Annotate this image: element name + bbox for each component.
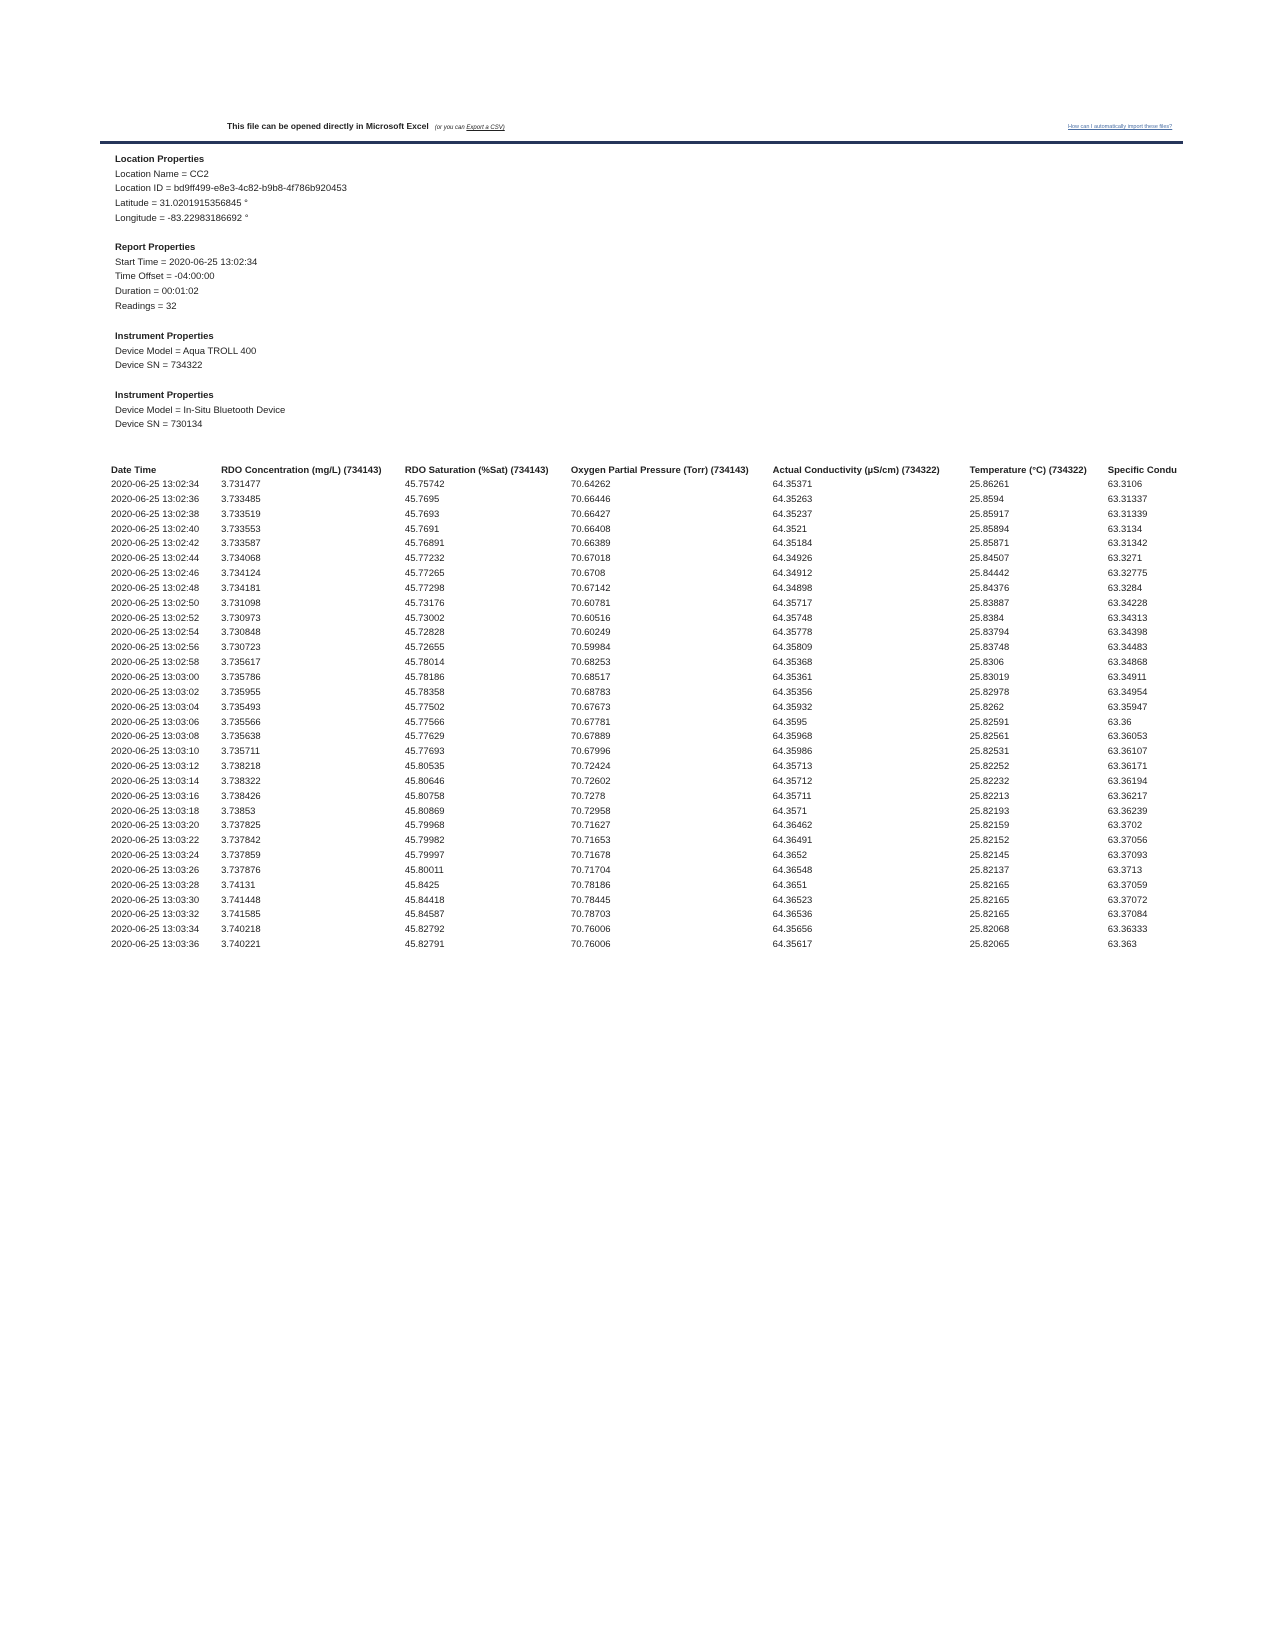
- table-cell: 70.6708: [570, 568, 606, 580]
- table-cell: 25.8384: [969, 612, 1004, 624]
- table-cell: 2020-06-25 13:03:22: [111, 835, 200, 847]
- table-cell: 2020-06-25 13:02:38: [111, 508, 200, 520]
- column-header: Actual Conductivity (µS/cm) (734322): [772, 465, 940, 476]
- table-cell: 70.66408: [570, 523, 611, 535]
- location-properties: [115, 153, 347, 227]
- table-cell: 3.734068: [221, 553, 261, 565]
- table-cell: 25.82068: [969, 924, 1010, 936]
- table-cell: 3.734181: [221, 582, 261, 594]
- table-cell: 63.37056: [1107, 835, 1148, 847]
- table-cell: 45.80011: [404, 864, 444, 876]
- section-heading: Instrument Properties: [115, 390, 214, 401]
- property-line: Location ID = bd9ff499-e8e3-4c82-b9b8-4f786b920453: [115, 183, 347, 195]
- table-cell: 25.82165: [969, 879, 1010, 891]
- table-cell: 64.35617: [772, 939, 813, 951]
- table-cell: 45.77298: [404, 582, 445, 594]
- table-cell: 63.3702: [1107, 820, 1143, 832]
- table-cell: 25.83887: [969, 597, 1010, 609]
- table-cell: 45.7695: [404, 493, 440, 505]
- table-cell: 2020-06-25 13:03:08: [111, 731, 200, 743]
- table-cell: 63.3271: [1107, 553, 1143, 565]
- table-cell: 63.363: [1107, 939, 1137, 951]
- table-cell: 63.34313: [1107, 612, 1148, 624]
- table-cell: 2020-06-25 13:02:36: [111, 493, 200, 505]
- table-cell: 2020-06-25 13:02:50: [111, 597, 200, 609]
- table-cell: 64.36536: [772, 909, 813, 921]
- table-cell: 3.738426: [221, 790, 261, 802]
- table-cell: 64.35778: [772, 627, 813, 639]
- table-cell: 63.35947: [1107, 701, 1148, 713]
- table-cell: 70.71653: [570, 835, 611, 847]
- table-cell: 64.36462: [772, 820, 813, 832]
- table-cell: 25.82591: [969, 716, 1010, 728]
- table-cell: 70.67673: [570, 701, 611, 713]
- table-cell: 64.35809: [772, 642, 813, 654]
- table-cell: 3.733519: [221, 508, 261, 520]
- table-cell: 2020-06-25 13:03:28: [111, 879, 200, 891]
- table-cell: 2020-06-25 13:03:20: [111, 820, 200, 832]
- table-cell: 64.35263: [772, 493, 813, 505]
- table-cell: 70.66427: [570, 508, 611, 520]
- table-cell: 70.59984: [570, 642, 611, 654]
- table-cell: 45.77265: [404, 568, 445, 580]
- table-cell: 2020-06-25 13:03:32: [111, 909, 200, 921]
- table-row: [109, 819, 1183, 834]
- table-cell: 25.8306: [969, 657, 1004, 669]
- table-cell: 2020-06-25 13:03:10: [111, 746, 200, 758]
- table-cell: 70.60249: [570, 627, 611, 639]
- table-cell: 63.31339: [1107, 508, 1148, 520]
- table-cell: 3.74131: [221, 879, 256, 891]
- table-cell: 70.72602: [570, 775, 611, 787]
- table-cell: 63.36171: [1107, 761, 1148, 773]
- table-body: [109, 478, 1183, 953]
- table-cell: 63.3713: [1107, 864, 1143, 876]
- table-cell: 70.72958: [570, 805, 611, 817]
- table-cell: 70.66389: [570, 538, 611, 550]
- table-cell: 63.36333: [1107, 924, 1148, 936]
- table-cell: 2020-06-25 13:03:06: [111, 716, 200, 728]
- table-cell: 70.60781: [570, 597, 611, 609]
- table-cell: 2020-06-25 13:03:00: [111, 671, 200, 683]
- table-cell: 25.82978: [969, 686, 1010, 698]
- property-line: Device Model = Aqua TROLL 400: [115, 345, 257, 357]
- table-cell: 25.85894: [969, 523, 1010, 535]
- table-cell: 70.67781: [570, 716, 611, 728]
- table-cell: 25.82165: [969, 894, 1010, 906]
- table-cell: 3.730848: [221, 627, 261, 639]
- table-cell: 25.82193: [969, 805, 1010, 817]
- table-cell: 45.78358: [404, 686, 445, 698]
- table-cell: 64.35712: [772, 775, 813, 787]
- table-cell: 63.36194: [1107, 775, 1148, 787]
- property-line: Time Offset = -04:00:00: [115, 271, 215, 283]
- table-cell: 63.34228: [1107, 597, 1148, 609]
- table-cell: 70.76006: [570, 939, 611, 951]
- column-header: Date Time: [111, 465, 157, 476]
- table-cell: 3.735617: [221, 657, 261, 669]
- table-cell: 70.60516: [570, 612, 611, 624]
- table-row: [109, 686, 1183, 701]
- table-cell: 63.34483: [1107, 642, 1148, 654]
- table-cell: 2020-06-25 13:02:44: [111, 553, 200, 565]
- instrument-properties-2: [115, 389, 285, 433]
- table-cell: 45.72828: [404, 627, 445, 639]
- table-cell: 64.35932: [772, 701, 813, 713]
- table-cell: 64.3521: [772, 523, 808, 535]
- export-hint: (or you can Export a CSV): [434, 125, 505, 131]
- table-cell: 2020-06-25 13:03:26: [111, 864, 200, 876]
- section-heading: Instrument Properties: [115, 331, 214, 342]
- import-help-link[interactable]: How can I automatically import these files?: [1068, 124, 1173, 130]
- table-cell: 3.731098: [221, 597, 261, 609]
- table-cell: 63.32775: [1107, 568, 1148, 580]
- table-cell: 25.82252: [969, 761, 1010, 773]
- table-cell: 63.3134: [1107, 523, 1143, 535]
- table-cell: 2020-06-25 13:03:24: [111, 850, 200, 862]
- table-cell: 25.82152: [969, 835, 1010, 847]
- table-cell: 45.84587: [404, 909, 445, 921]
- table-row: [109, 567, 1183, 582]
- table-cell: 63.37084: [1107, 909, 1148, 921]
- table-row: [109, 701, 1183, 716]
- table-cell: 64.35237: [772, 508, 813, 520]
- table-cell: 3.737825: [221, 820, 261, 832]
- table-cell: 63.37059: [1107, 879, 1148, 891]
- table-cell: 45.72655: [404, 642, 445, 654]
- table-cell: 3.737842: [221, 835, 261, 847]
- readings-table: [109, 463, 1183, 953]
- header-rule: [100, 141, 1183, 144]
- table-row: [109, 626, 1183, 641]
- table-cell: 3.733553: [221, 523, 261, 535]
- table-cell: 63.34911: [1107, 671, 1147, 683]
- property-line: Longitude = -83.22983186692 °: [115, 212, 249, 224]
- table-cell: 70.67996: [570, 746, 611, 758]
- property-line: Location Name = CC2: [115, 168, 209, 180]
- excel-notice: [227, 121, 505, 131]
- table-row: [109, 523, 1183, 538]
- table-cell: 25.8594: [969, 493, 1004, 505]
- table-cell: 63.37093: [1107, 850, 1148, 862]
- table-cell: 2020-06-25 13:03:04: [111, 701, 200, 713]
- table-cell: 70.67018: [570, 553, 611, 565]
- table-cell: 70.76006: [570, 924, 611, 936]
- export-csv-link[interactable]: Export a CSV): [466, 125, 505, 131]
- table-cell: 25.83794: [969, 627, 1010, 639]
- table-cell: 45.77232: [404, 553, 445, 565]
- table-cell: 63.36239: [1107, 805, 1148, 817]
- table-cell: 45.78186: [404, 671, 445, 683]
- table-cell: 25.82165: [969, 909, 1010, 921]
- table-cell: 25.82145: [969, 850, 1010, 862]
- table-cell: 64.34898: [772, 582, 813, 594]
- table-cell: 70.71678: [570, 850, 611, 862]
- table-row: [109, 671, 1183, 686]
- table-cell: 63.3106: [1107, 479, 1143, 490]
- table-cell: 2020-06-25 13:02:46: [111, 568, 200, 580]
- table-cell: 25.84507: [969, 553, 1010, 565]
- table-cell: 45.77502: [404, 701, 445, 713]
- table-cell: 3.737859: [221, 850, 261, 862]
- table-cell: 64.36491: [772, 835, 813, 847]
- table-cell: 2020-06-25 13:02:58: [111, 657, 200, 669]
- property-line: Latitude = 31.0201915356845 °: [115, 198, 248, 210]
- table-cell: 25.82232: [969, 775, 1010, 787]
- table-row: [109, 716, 1183, 731]
- table-cell: 3.731477: [221, 479, 261, 490]
- table-row: [109, 805, 1183, 820]
- table-cell: 25.84376: [969, 582, 1010, 594]
- table-cell: 25.82159: [969, 820, 1010, 832]
- table-cell: 63.34398: [1107, 627, 1148, 639]
- table-cell: 63.34954: [1107, 686, 1148, 698]
- table-cell: 63.3284: [1107, 582, 1143, 594]
- table-cell: 3.730973: [221, 612, 261, 624]
- table-cell: 3.734124: [221, 568, 261, 580]
- table-cell: 25.82531: [969, 746, 1010, 758]
- table-header-row: [109, 463, 1183, 478]
- table-cell: 64.35748: [772, 612, 813, 624]
- table-cell: 25.85917: [969, 508, 1010, 520]
- table-cell: 70.68253: [570, 657, 611, 669]
- table-cell: 45.80869: [404, 805, 445, 817]
- table-cell: 25.83019: [969, 671, 1010, 683]
- property-line: Device Model = In-Situ Bluetooth Device: [115, 404, 286, 416]
- table-row: [109, 923, 1183, 938]
- table-cell: 45.7691: [404, 523, 440, 535]
- table-row: [109, 849, 1183, 864]
- table-cell: 64.35356: [772, 686, 813, 698]
- table-cell: 45.77693: [404, 746, 445, 758]
- table-cell: 25.8262: [969, 701, 1004, 713]
- table-cell: 2020-06-25 13:02:40: [111, 523, 200, 535]
- table-cell: 2020-06-25 13:03:36: [111, 939, 200, 951]
- table-cell: 70.67889: [570, 731, 611, 743]
- table-cell: 2020-06-25 13:02:34: [111, 479, 200, 490]
- table-cell: 25.84442: [969, 568, 1010, 580]
- column-header: RDO Concentration (mg/L) (734143): [221, 465, 382, 476]
- table-cell: 63.31337: [1107, 493, 1148, 505]
- table-cell: 70.64262: [570, 479, 611, 490]
- table-cell: 3.740221: [221, 939, 261, 951]
- table-cell: 45.76891: [404, 538, 445, 550]
- table-cell: 3.730723: [221, 642, 261, 654]
- table-row: [109, 537, 1183, 552]
- property-line: Device SN = 730134: [115, 419, 203, 431]
- table-cell: 64.35656: [772, 924, 813, 936]
- table-cell: 45.8425: [404, 879, 440, 891]
- table-cell: 45.79968: [404, 820, 445, 832]
- table-cell: 45.73176: [404, 597, 445, 609]
- table-cell: 45.82791: [404, 939, 445, 951]
- table-row: [109, 790, 1183, 805]
- table-cell: 2020-06-25 13:02:42: [111, 538, 200, 550]
- table-cell: 64.35368: [772, 657, 813, 669]
- table-cell: 63.36: [1107, 716, 1132, 728]
- table-cell: 25.85871: [969, 538, 1010, 550]
- table-cell: 63.36217: [1107, 790, 1148, 802]
- table-cell: 70.67142: [570, 582, 611, 594]
- table-cell: 70.66446: [570, 493, 611, 505]
- table-cell: 64.3652: [772, 850, 808, 862]
- table-cell: 25.83748: [969, 642, 1010, 654]
- table-cell: 64.36523: [772, 894, 813, 906]
- table-row: [109, 656, 1183, 671]
- excel-notice-text: This file can be opened directly in Microsoft Excel: [227, 121, 429, 131]
- table-row: [109, 730, 1183, 745]
- table-row: [109, 760, 1183, 775]
- table-row: [109, 864, 1183, 879]
- column-header: RDO Saturation (%Sat) (734143): [404, 465, 549, 476]
- table-cell: 45.80758: [404, 790, 445, 802]
- table-row: [109, 493, 1183, 508]
- table-cell: 64.35986: [772, 746, 813, 758]
- table-cell: 63.36107: [1107, 746, 1148, 758]
- table-cell: 2020-06-25 13:02:52: [111, 612, 200, 624]
- instrument-properties-1: [115, 330, 256, 374]
- table-cell: 70.71704: [570, 864, 611, 876]
- table-cell: 64.35717: [772, 597, 813, 609]
- table-cell: 3.738218: [221, 761, 261, 773]
- table-cell: 70.68783: [570, 686, 611, 698]
- table-cell: 2020-06-25 13:03:34: [111, 924, 200, 936]
- table-cell: 45.77566: [404, 716, 445, 728]
- table-cell: 3.735493: [221, 701, 261, 713]
- table-cell: 2020-06-25 13:03:18: [111, 805, 200, 817]
- table-row: [109, 834, 1183, 849]
- table-cell: 45.80646: [404, 775, 445, 787]
- table-cell: 70.78703: [570, 909, 611, 921]
- table-cell: 64.34926: [772, 553, 813, 565]
- table-cell: 3.733587: [221, 538, 261, 550]
- table-cell: 45.7693: [404, 508, 440, 520]
- table-row: [109, 597, 1183, 612]
- table-cell: 2020-06-25 13:02:56: [111, 642, 200, 654]
- table-cell: 64.35711: [772, 790, 812, 802]
- table-cell: 25.82213: [969, 790, 1010, 802]
- section-heading: Location Properties: [115, 154, 205, 165]
- table-cell: 64.36548: [772, 864, 813, 876]
- table-cell: 64.3595: [772, 716, 808, 728]
- table-cell: 2020-06-25 13:03:14: [111, 775, 200, 787]
- table-cell: 3.735955: [221, 686, 261, 698]
- table-cell: 45.78014: [404, 657, 445, 669]
- table-row: [109, 938, 1183, 953]
- report-properties: [115, 241, 257, 315]
- table-cell: 3.735786: [221, 671, 261, 683]
- table-cell: 70.71627: [570, 820, 611, 832]
- section-heading: Report Properties: [115, 242, 196, 253]
- column-header: Temperature (°C) (734322): [969, 465, 1087, 476]
- table-cell: 3.741585: [221, 909, 261, 921]
- table-row: [109, 612, 1183, 627]
- property-line: Readings = 32: [115, 300, 177, 312]
- table-cell: 2020-06-25 13:02:54: [111, 627, 200, 639]
- table-cell: 64.3651: [772, 879, 808, 891]
- table-row: [109, 908, 1183, 923]
- table-row: [109, 552, 1183, 567]
- table-cell: 45.84418: [404, 894, 445, 906]
- table-cell: 63.37072: [1107, 894, 1148, 906]
- property-line: Device SN = 734322: [115, 360, 203, 372]
- table-cell: 2020-06-25 13:03:30: [111, 894, 200, 906]
- table-cell: 64.35361: [772, 671, 813, 683]
- table-row: [109, 745, 1183, 760]
- table-cell: 2020-06-25 13:03:02: [111, 686, 200, 698]
- table-cell: 63.36053: [1107, 731, 1148, 743]
- table-cell: 25.86261: [969, 479, 1010, 490]
- table-cell: 2020-06-25 13:03:16: [111, 790, 200, 802]
- table-cell: 64.35184: [772, 538, 813, 550]
- table-cell: 3.738322: [221, 775, 261, 787]
- table-cell: 70.7278: [570, 790, 606, 802]
- table-cell: 3.733485: [221, 493, 261, 505]
- property-line: Start Time = 2020-06-25 13:02:34: [115, 256, 258, 268]
- table-row: [109, 879, 1183, 894]
- table-row: [109, 641, 1183, 656]
- table-cell: 70.78445: [570, 894, 611, 906]
- table-cell: 64.35713: [772, 761, 813, 773]
- table-row: [109, 775, 1183, 790]
- table-cell: 25.82065: [969, 939, 1010, 951]
- table-row: [109, 894, 1183, 909]
- table-cell: 3.735711: [221, 746, 260, 758]
- column-header: Specific Condu: [1107, 465, 1177, 476]
- table-cell: 64.34912: [772, 568, 813, 580]
- table-cell: 45.80535: [404, 761, 445, 773]
- table-cell: 45.77629: [404, 731, 445, 743]
- table-cell: 45.75742: [404, 479, 445, 490]
- table-cell: 45.82792: [404, 924, 445, 936]
- table-cell: 64.35968: [772, 731, 813, 743]
- table-cell: 3.737876: [221, 864, 261, 876]
- table-cell: 70.72424: [570, 761, 611, 773]
- table-row: [109, 582, 1183, 597]
- table-cell: 25.82137: [969, 864, 1010, 876]
- column-header: Oxygen Partial Pressure (Torr) (734143): [570, 465, 749, 476]
- table-cell: 45.73002: [404, 612, 445, 624]
- table-row: [109, 478, 1183, 493]
- table-cell: 64.3571: [772, 805, 808, 817]
- table-cell: 45.79997: [404, 850, 445, 862]
- table-cell: 25.82561: [969, 731, 1010, 743]
- property-line: Duration = 00:01:02: [115, 286, 199, 298]
- table-cell: 3.735566: [221, 716, 261, 728]
- table-cell: 3.73853: [221, 805, 256, 817]
- table-cell: 63.31342: [1107, 538, 1148, 550]
- table-cell: 63.34868: [1107, 657, 1148, 669]
- table-cell: 2020-06-25 13:02:48: [111, 582, 200, 594]
- table-row: [109, 508, 1183, 523]
- table-cell: 45.79982: [404, 835, 445, 847]
- table-cell: 3.741448: [221, 894, 261, 906]
- table-cell: 3.740218: [221, 924, 261, 936]
- table-cell: 2020-06-25 13:03:12: [111, 761, 200, 773]
- table-cell: 70.78186: [570, 879, 611, 891]
- table-cell: 64.35371: [772, 479, 813, 490]
- table-cell: 70.68517: [570, 671, 611, 683]
- table-cell: 3.735638: [221, 731, 261, 743]
